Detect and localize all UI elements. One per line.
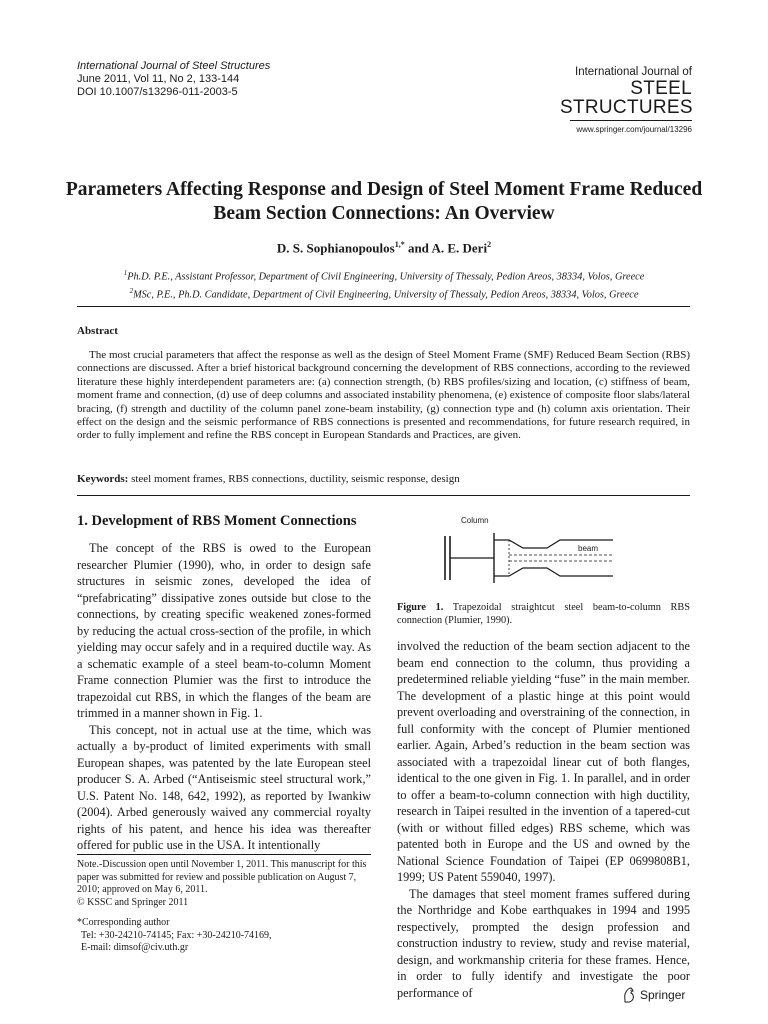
body-paragraph-1: The concept of the RBS is owed to the European researcher Plumier (1990), who, in order to design safe structures in seismic zones, developed the idea of “prefabricating” dissipative zones outside but close to the connections, by creating specific weakened zones-formed by reducing the actual cross-section of the profile, in which yielding may occur safely and in a required ductile way. As a schematic example of a steel beam-to-column Moment Frame connection Plumier was the first to introduce the trapezoidal cut RBS, in which the flanges of the beam are trimmed in a manner shown in Fig. 1. xyxy=(77,541,371,720)
left-column xyxy=(77,513,371,854)
divider-top xyxy=(77,306,690,307)
publisher-name: Springer xyxy=(640,988,686,1002)
right-paragraph-2: The damages that steel moment frames suffered during the Northridge and Kobe earthquakes in 1994 and 1995 respectively, prompted the design profession and construction industry to review, study and revise material, design, and workmanship criteria for these frames. Hence, in order to fully identify and investigate the poor performance of xyxy=(397,886,690,1000)
keywords xyxy=(77,473,690,485)
journal-doi: DOI 10.1007/s13296-011-2003-5 xyxy=(77,86,238,98)
figure-caption xyxy=(397,601,690,627)
author-1: D. S. Sophianopoulos xyxy=(276,240,395,256)
right-column xyxy=(397,638,690,1001)
logo-line-1: International Journal of xyxy=(575,66,692,78)
figure-label-column: Column xyxy=(461,516,489,525)
affiliation-1: $^1$Ph.D. P.E., Assistant Professor, Department of Civil Engineering, University of Thessaly, Pedion Areos, 38334, Volos, Greece xyxy=(123,269,645,283)
journal-issue: June 2011, Vol 11, No 2, 133-144 xyxy=(77,73,240,85)
journal-meta xyxy=(77,60,270,99)
springer-horse-icon xyxy=(622,987,636,1003)
body-paragraph-2: This concept, not in actual use at the time, which was actually a by-product of limited experiments with small European shapes, was patented by the late European steel producer S. A. Arbed (“Antiseismic steel structural work,” U.S. Patent No. 148, 642, 1992), as reported by Iwankiw (2004). Arbed generously waived any commercial royalty rights of his patent, and hence his idea was thereafter offered for public use in the USA. It intentionally xyxy=(77,722,371,852)
rbs-diagram xyxy=(397,513,690,585)
logo-rule xyxy=(570,120,692,121)
journal-logo xyxy=(560,66,692,134)
author-2: A. E. Deri xyxy=(431,240,488,256)
beam-bottom-flange xyxy=(494,568,613,576)
author-1-sup: 1,* xyxy=(394,240,405,249)
keywords-text: steel moment frames, RBS connections, ductility, seismic response, design xyxy=(131,473,460,485)
keywords-label: Keywords: xyxy=(77,473,129,485)
corresponding-phone: Tel: +30-24210-74145; Fax: +30-24210-74169, xyxy=(81,929,272,941)
author-2-sup: 2 xyxy=(487,240,492,249)
corresponding-email[interactable]: E-mail: dimsof@civ.uth.gr xyxy=(81,942,189,953)
abstract-heading: Abstract xyxy=(77,325,118,337)
abstract-body: The most crucial parameters that affect the response as well as the design of Steel Moment Frame (SMF) Reduced Beam Section (RBS) connections are discussed. After a brief historical background concerning the development of RBS connections, according to the reviewed literature these highly interdependent parameters are: (a) connection strength, (b) RBS profiles/sizing and location, (c) stiffness of beam, moment frame and connection, (d) use of deep columns and associated instability phenomena, (e) existence of composite floor slabs/lateral bracing, (f) strength and ductility of the column panel zone-beam instability, (g) connection type and (h) column axis orientation. Their effect on the design and the seismic performance of RBS connections is presented and recommendations, for future research required, in order to fully implement and refine the RBS concept in European Standards and Practices, are given. xyxy=(77,349,690,442)
footnote-copyright: © KSSC and Springer 2011 xyxy=(77,896,189,908)
section-heading: 1. Development of RBS Moment Connections xyxy=(77,513,357,529)
paper-title: Parameters Affecting Response and Design of Steel Moment Frame Reduced Beam Section Connections: An Overview xyxy=(65,179,703,224)
figure-block xyxy=(397,513,690,627)
footnotes xyxy=(77,854,371,955)
authors xyxy=(60,240,708,256)
authors-and: and xyxy=(407,240,429,256)
divider-keywords xyxy=(77,495,690,496)
figure-caption-label: Figure 1. xyxy=(397,602,444,613)
figure-label-beam: beam xyxy=(578,544,599,553)
figure-caption-text: Trapezoidal straightcut steel beam-to-column RBS connection (Plumier, 1990). xyxy=(397,602,690,626)
publisher-footer xyxy=(622,987,685,1003)
corresponding-author-label: *Corresponding author xyxy=(77,917,170,928)
affiliations xyxy=(60,266,708,303)
right-paragraph-1: involved the reduction of the beam section adjacent to the beam end connection to the column, thus providing a predetermined reliable yielding “fuse” in the main member. The development of a plastic hinge at this point would prevent overloading and overstraining of the connection, in full conformity with the concept of Plumier mentioned earlier. Again, Arbed’s reduction in the beam section was associated with a trapezoidal linear cut of both flanges, identical to the one given in Fig. 1. In parallel, and in order to offer a beam-to-column connection with high ductility, research in Taipei resulted in the invention of a tapered-cut (with or without filled edges) RBS scheme, which was patented both in Europe and the US and owned by the National Science Foundation of Taipei (EP 0699808B1, 1999; US Patent 559040, 1997). xyxy=(397,639,690,884)
journal-name: International Journal of Steel Structures xyxy=(77,60,271,72)
logo-line-3: STRUCTURES xyxy=(560,97,693,118)
logo-line-2: STEEL xyxy=(630,78,692,99)
journal-url[interactable]: www.springer.com/journal/13296 xyxy=(576,125,692,134)
figure-1 xyxy=(397,513,690,583)
affiliation-2: $^2$MSc, P.E., Ph.D. Candidate, Department of Civil Engineering, University of Thessaly, Pedion Areos, 38334, Volos, Greece xyxy=(129,287,639,301)
footnote-note: Note.-Discussion open until November 1, 2011. This manuscript for this paper was submitted for review and possible publication on August 7, 2010; approved on May 6, 2011. xyxy=(77,859,367,895)
